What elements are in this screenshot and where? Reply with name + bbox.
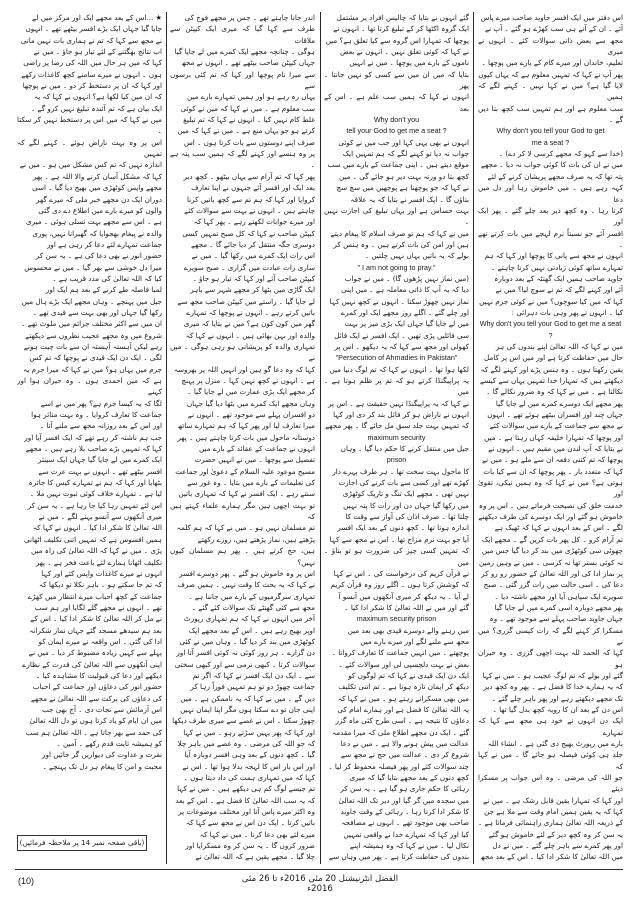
text-line: میں نے کہا کہ ہم تو صرف اسلام کا پیغام دیتے (330, 228, 469, 238)
text-line: گئے ۔ ایک دن مجھے اطلاع ملی کہ میرا مقدمہ (332, 727, 469, 737)
text-line: اور اس کے بعد روزانہ مجھ سے ملنے آتا ۔ (39, 421, 162, 431)
text-line: ان میں سے اکثر مختلف جرائم میں ملوث تھے ۔ (21, 319, 162, 329)
text-line: نے کہا کہ جو پوچھنا ہے پوچھیں میں سچ سچ (336, 183, 469, 193)
text-line: جایا گیا جہاں ایک بڑے افسر بیٹھے تھے ۔ انہوں (25, 24, 162, 34)
text-line: ہوتی ہے؟ میں نے کہا کہ وہ ہمیں نیکی، تقویٰ اور (478, 478, 623, 499)
text-line: اب نتائج بھگتنے کے لئے تیار ہو جاؤ ۔ میں نے (33, 47, 162, 57)
text-line (324, 863, 469, 864)
text-line: گیا ۔ کچھ دنوں کے بعد وہی افسر دوبارہ آیا (184, 750, 315, 760)
text-line: انہوں نے میرے کاغذات واپس کئے اور کہا (41, 568, 162, 578)
text-line: کہ تمہیں بہت جلد سبق مل جائے گا ۔ پھر مجھے (325, 421, 469, 431)
text-line: اندازہ نہیں کہ تم کس مشکل میں ہو ۔ میں نے (19, 160, 162, 170)
text-line: نے مجھ سے کہا کہ تم نے ہماری بات نہیں مانی (20, 35, 162, 45)
newspaper-page (15, 12, 623, 864)
text-line: ہے کہ میں احمدی ہوں ۔ وہ حیران ہوا اور کہنے (17, 376, 162, 397)
text-line: ایک دن ایک قیدی نے کہا کہ تم لوگوں کو (348, 670, 469, 680)
text-line: مجھ سے کئی گھنٹے تک سوالات کئے گئے ۔ (191, 602, 315, 612)
text-line: prison (386, 455, 407, 465)
text-line: کیپٹن صاحب آئے اور کہا کہ تیار ہو جاؤ ۔ (192, 273, 315, 283)
text-line: نکالتا ہے ۔ میں نے کہا کہ وہ ضرور نکالے گا ۔ (486, 387, 623, 397)
text-line: پڑی ۔ میں نے کہا کہ اللہ تعالیٰ کی راہ میں (30, 546, 162, 556)
text-line: کہ یہ سب اللہ تعالیٰ کا فضل ہے ۔ اس کے بعد (175, 795, 315, 805)
text-line: اور میرے جوابات لکھتے رہے ۔ پھر کہا کہ (193, 217, 315, 227)
text-line: نے بتایا کہ آپ لندن میں مقیم ہیں ۔ انہوں نے (488, 444, 623, 454)
text-line: ہیں اور امن کی بات کرتے ہیں ۔ وہ ہنس کر (333, 239, 469, 249)
text-line: اپنی آنکھوں سے اللہ تعالیٰ کی قدرت کے نظارے (22, 659, 162, 669)
text-line: کر مجھے ایک بڑی عمارت میں لے جایا گیا ۔ (187, 387, 315, 397)
text-line: چند سوالات کئے اور پھر فیصلہ محفوظ کر لیا ۔ (328, 761, 469, 771)
text-line: صاحب بھی موجود تھے ۔ انہوں نے مصافحہ (341, 818, 469, 828)
text-line: تکلیف اٹھانا ہمارے لئے باعث فخر ہے ۔ پھر (35, 557, 162, 567)
text-line: اور کہا کہ تمہارا یقین قابل رشک ہے ۔ میں نے (483, 795, 623, 805)
text-line: لے جایا گیا ۔ راستے میں کیپٹن صاحب مجھ سے (177, 296, 315, 306)
text-line: جہاں چند اور افسران بیٹھے ہوئے تھے ۔ انہوں (487, 410, 623, 420)
text-line: شروع میں وہ مجھے عجیب نظروں سے دیکھتے (25, 330, 162, 340)
text-line: انہوں نے ناراض ہو کر فائل بند کر دی اور کہا (333, 410, 469, 420)
text-line: دوسری جگہ منتقل کر دیا جائے گا ۔ مجھے (191, 239, 315, 249)
text-line: جب ہم ناشتہ کر رہے تھے کہ ایک افسر آیا اور (24, 432, 162, 442)
text-line: لگا کہ یہ کیسا جرم ہے؟ پھر میں نے اسے (40, 398, 162, 408)
text-line: دیکھ کر ایمان تازہ ہوتا ہے ۔ تم اتنی تکلیف (338, 682, 469, 692)
text-line: بعد ہم سیدھے مسجد گئے جہاں نماز شکرانہ (29, 625, 162, 635)
text-line: maximum security (367, 432, 426, 442)
text-column-1 (478, 12, 623, 864)
text-line: بتایا کہ میں ان میں سے کسی کو نہیں جانتا ۔ پھر (324, 69, 469, 91)
text-line: دو افسران پہلے سے موجود تھے ۔ انہوں نے (187, 410, 315, 420)
text-line: انہوں نے کہا کہ ہمیں سب علم ہے ۔ اس کے بعد (324, 92, 469, 113)
text-line: بتاؤں گا ۔ ایک افسر نے بتایا کہ یہ علاقہ (350, 194, 469, 204)
column-divider (320, 12, 321, 864)
text-line: بولے کہ یہ باتیں یہاں نہیں چلتیں ۔ (364, 251, 469, 261)
text-line: کرتا رہا ۔ وہ کچھ دیر بعد چلے گئے ۔ پھر ایک اور (478, 205, 623, 227)
text-line: کھولی اور مجھ سے کہا کہ یہ دیکھو ۔ اس پر (334, 341, 469, 351)
text-line: چلتا تھا ۔ صرف اذان کی آواز سے وقت کا (345, 512, 469, 522)
text-line: (خدا سے کہو کہ مجھے کرسی لا کر دے) ۔ (498, 149, 623, 159)
text-line: ★ ...اس کے بعد مجھے ایک اور مرکز میں لے (32, 13, 162, 22)
text-line: نے کہا کہ کوئی تعلق نہیں ۔ انہوں نے بعض (340, 47, 469, 57)
text-line: اندازہ ہوتا تھا ۔ کچھ دنوں کے بعد ایک افسر (337, 523, 469, 533)
text-line: کچھ بتا دو ورنہ بہت دیر ہو جائے گی ۔ میں (339, 171, 469, 181)
text-line: وہ اکثر میرے پاس آتا اور مختلف موضوعات پر (178, 807, 315, 817)
text-line: نہ کوئی بستر تھا نہ کرسی ۔ میں نے وہیں زمین (478, 557, 623, 567)
text-line: بعض نے بہت دلچسپی لی اور سوالات کئے ۔ (338, 659, 469, 669)
text-line: کہا کہ الحمد للہ بہت اچھی گزری ۔ وہ حیران ہو (478, 648, 623, 669)
text-line: تمہاری والدہ کو پریشانی ہو رہی ہوگی ۔ میں نے (170, 341, 315, 363)
text-line: Why don't you tell your God to get me a seat ? (479, 319, 622, 340)
text-line: پھر کہا کہ تم آرام سے یہاں بیٹھو ۔ کچھ دیر (183, 171, 315, 181)
text-line: تم مسلمان نہیں ہو ۔ میں نے کہا کہ ہم کلمہ (176, 523, 315, 533)
text-line: دعا کی ۔ اسی حالت میں رات گزر گئی ۔ صبح (483, 580, 623, 590)
text-line: کا ماحول بہت سخت تھا ۔ ہر طرف پہرے دار (332, 466, 469, 476)
text-line: دیکھے اور دعا کی قبولیت کا مشاہدہ کیا ۔ (36, 670, 162, 680)
text-line: محبت و امن کا پیغام ہر دل تک پہنچے ۔ (42, 761, 162, 771)
text-line: اور کہا کہ پھر یہیں سڑتے رہو ۔ میں نے کہا (183, 727, 315, 737)
text-line: خاموش ہو گئے اور ایک دوسرے کی طرف دیکھنے (478, 512, 623, 522)
text-line: مسکرا کر کہنے لگے کہ رات کیسی گزری؟ میں نے (478, 625, 623, 646)
text-line: مسیح موعود علیہ السلام کے دعویٰ اور جماعت (175, 466, 315, 476)
text-line: مجھ سے بعض ذاتی سوالات کئے ۔ انہوں نے میری (478, 35, 623, 57)
text-line: تفصیل سے پوچھا ۔ میں نے انہیں حضرت (194, 455, 315, 465)
text-line: کوٹھڑی میں بند کر دیا گیا ۔ وہاں میں نے کئی (179, 636, 315, 646)
text-line: tell your God to get me a seat ? (346, 126, 447, 136)
text-line: کیپٹن صاحب نے کہا کہ کل صبح تمہیں کسی (182, 228, 315, 238)
text-line: یقین رکھتا ہوں ۔ وہ ہنس پڑے اور کہنے لگے کہ (480, 364, 623, 374)
text-line: آخر میں انہوں نے کہا کہ ہم تمہاری رپورٹ (183, 614, 315, 624)
text-line: شروع کر دی ۔ عدالت میں جج نے مجھ سے (340, 750, 469, 760)
text-line: اس آزمائش سے نجات دی ۔ آج بھی جب (41, 704, 162, 714)
text-line: کچھ دنوں کے بعد مجھے بتایا گیا کہ میری (349, 773, 469, 783)
text-line: جیل میں پہنچے ۔ وہاں مجھے ایک بڑے ہال میں (21, 296, 162, 306)
text-line: سنتے رہے ۔ ایک افسر نے کہا کہ تمہاری باتیں (178, 489, 315, 499)
text-line: ایک دن انہوں نے خود ہی مجھ سے کہا کہ تمہارے (478, 716, 623, 737)
text-line: ناموں کے بارے میں پوچھا ۔ میں نے انہیں (349, 58, 469, 68)
text-line: افسر بیٹھے تھے ۔ انہوں نے بہت عزت سے (38, 466, 162, 476)
text-line: میں ان ایام کو یاد کرتا ہوں تو دل اللہ تعالیٰ (29, 716, 162, 726)
text-line: ہے ۔ اس سے مجھے بہت تسلی ہوئی ۔ میری (25, 217, 162, 227)
text-line: پوچھا کہ تم کتنی دفعہ ان سے ملے ہو ۔ میں نے (481, 455, 623, 465)
text-line: میرا تعارف لیا اور پھر کہا کہ ہم تمہارے ساتھ (177, 421, 315, 431)
text-line: تم آرام کرو ۔ کل پھر بات کریں گے ۔ مجھے ایک (481, 534, 623, 544)
text-line: والوں کو میرے بارے میں اطلاع دے دی گئی (38, 205, 162, 215)
text-line: کہ تم جا سکتے ہو ۔ باہر نکلا تو دیکھا کہ (38, 580, 162, 590)
text-line: دیکھتے ہیں کہ تمہارا خدا تمہیں یہاں سے کیسے (480, 376, 623, 385)
text-line: کروایا اور کہا کہ ہم تم سے کچھ باتیں کرنا (186, 194, 315, 204)
text-line: پھر مجھے ایک دوسرے کمرے میں لے جایا گیا (495, 398, 623, 408)
text-line: اس لئے تمہیں رہا کیا جا رہا ہے ۔ یہ سن کر (27, 500, 162, 510)
text-line: نماز نہیں چھوڑ سکتا ۔ انہوں نے کچھ نہیں کہا (329, 296, 469, 306)
text-line (478, 863, 623, 864)
text-line: کا شکر ادا کرتا رہا ۔ رہائی کے وقت جاوید (340, 807, 469, 817)
text-line: Why don't you (373, 115, 420, 125)
text-line: ادا کی گئی ۔ اس واقعہ نے میرے ایمان کو (38, 636, 162, 646)
text-line: کیا کہ اللہ تعالیٰ کی مدد قریب ہے ۔ (52, 273, 162, 283)
text-line: ہمیں افسوس ہے کہ تمہیں اتنی تکلیف اٹھانی (23, 534, 162, 544)
text-line (170, 863, 315, 864)
text-line: ہیں، حج کرتے ہیں ۔ پھر ہم مسلمان کیوں نہیں؟ (170, 546, 315, 567)
text-line: حضور انور کی دعاؤں اور جماعت کے احباب (32, 682, 162, 692)
text-line: اور کہا کہ ان پر دستخط کر دو ۔ میں نے پوچھا (22, 81, 162, 91)
text-line: موقع دیتے ہیں ۔ اپنی جماعت کے بارے میں سب (327, 160, 469, 170)
text-line: کیا ۔ انہوں نے پھر وہی بات دہرائی : (511, 307, 623, 317)
text-line: کہ تمہیں کسی چیز کی ضرورت ہو تو بتاؤ ۔ میں (324, 546, 469, 567)
text-line: چھوڑ سکتا ۔ اس نے غصے سے میری طرف دیکھا (172, 716, 315, 726)
text-line: بارے میں رپورٹ بھیج دی گئی ہے ۔ انشاء اللہ (487, 739, 623, 748)
text-line: دیا کہ یہ آپ کا ذاتی معاملہ ہے ۔ میں اپنی (341, 285, 469, 295)
text-line: کو ہمیشہ ثابت قدم رکھے ۔ آمین ۔ (56, 739, 162, 748)
text-line: تعلیم، خاندان اور میرے کام کے بارے میں پوچھا ۔ (481, 58, 623, 68)
text-line: دعاؤں کا نتیجہ ہے ۔ اسی طرح کئی ماہ گزر (335, 716, 469, 726)
text-line: تھے ۔ انہوں نے مجھے گلے لگایا اور ہم سب (34, 602, 162, 612)
text-line: جلد ہی کوئی فیصلہ ہو جائے گا ۔ میں نے کہا کہ (478, 750, 623, 771)
text-line: کہ یہ ہمارے خدا کا فضل ہے ۔ پھر وہ کچھ دیر (483, 682, 623, 692)
text-line: جماعت تمہارے لئے دعا کر رہی ہے اور (46, 239, 162, 249)
text-line: دیں گے ۔ میں نے کہا کہ یہ ناممکن ہے ۔ میں (180, 693, 315, 703)
text-line: کہ کوشش کرتا ہوں ۔ اگلے روز وہ قرآن کریم (330, 580, 469, 590)
text-line: رکھا گیا جہاں اور بھی بہت سے قیدی تھے ۔ (32, 307, 162, 317)
column-divider (473, 12, 474, 864)
text-line: سب معلوم ہے اور ہم تمہیں سب کچھ بتا دیں گے ۔ (478, 103, 623, 125)
text-line: پتہ تھا کہ یہ صرف مجھے پریشان کرنے کے لئے (487, 171, 623, 181)
column-divider (166, 12, 167, 864)
text-line: ہے ۔ انہوں نے کچھ نہیں کہا ۔ منزل پر پہنچ (181, 376, 315, 385)
text-line: طرف سے کہا گیا کہ میری ایک کیپٹن سے ملاقات (170, 24, 315, 45)
text-line: اس دن کے بعد ان کا رویہ کچھ بدل گیا تھا ۔ (492, 704, 623, 714)
text-line: والدہ اور بہن بھائی ہیں ۔ انہوں نے کہا کہ (185, 330, 315, 340)
text-line: نے قرآن کریم کی درخواست کی ۔ اس نے کہا (333, 568, 469, 578)
footer-rule (15, 869, 623, 870)
text-line: اس رات ایک کمرے میں رکھا گیا ۔ میں نے (191, 251, 315, 261)
text-line: کہا کہ وہ دعا گو ہیں اور انہیں اللہ پر بھروسہ (173, 364, 315, 374)
text-line: کہا کہ میں تمہاری ہمت کی داد دیتا ہوں ۔ (183, 773, 315, 783)
text-line: لیا ہے ۔ تمہارے خلاف کوئی ثبوت نہیں ملا ۔ (29, 489, 162, 499)
text-line: بعد ایک اور افسر آئے جنہوں نے اپنا تعارف (191, 183, 315, 193)
text-line: عدالت میں پیش ہونے والا ہے ۔ میں نے دعا (340, 739, 469, 748)
text-line: نفرت و عداوت کی دیواریں گر جائیں اور (42, 750, 162, 760)
text-line: پر نماز ادا کی اور اللہ تعالیٰ کے حضور رو رو کر (481, 568, 623, 578)
text-line: اس پر وہ بہت ناراض ہوئے ۔ کہنے لگے کہ تمہیں (17, 137, 162, 159)
text-line: نہیں تھی ۔ مجھے ایک تنگ و تاریک کوٹھڑی (342, 489, 469, 499)
text-line: ایک گروہ اکٹھا کر کے تبلیغ کرتا تھا ۔ انہوں نے (333, 24, 469, 34)
text-line: سویرے ایک سپاہی آیا اور مجھے ناشتہ دیا ۔ (494, 591, 623, 601)
text-line: نکال لیا ۔ میں نے کہا کہ وہ ہمیشہ اپنے (349, 841, 469, 851)
text-line: (میں نماز نہیں پڑھوں گا) ۔ میں نے جواب (344, 273, 469, 283)
text-line: یہ سن کر وہ کچھ دیر کے لئے خاموش ہو گئے (488, 829, 623, 839)
text-line: اس دفتر میں ایک افسر جاوید صاحب میرے پاس (480, 13, 623, 22)
text-line: خدمت خلق کی نصیحت فرماتے ہیں ۔ اس پر وہ (478, 500, 623, 510)
text-line: ہوگی ۔ چنانچہ مجھے ایک کمرے میں لے جایا گیا (174, 47, 315, 57)
text-line: میں سجدہ میں گر گیا اور دیر تک اللہ تعالیٰ (338, 795, 469, 805)
text-line: ایک کمرے میں لے جایا گیا جہاں ایک سینئر (37, 455, 162, 465)
text-line: میرا دل خوشی سے بھر گیا ۔ میں نے محسوس (24, 262, 162, 272)
text-line: غلط کام نہیں کیا ۔ انہوں نے کہا کہ تم تبلیغ (183, 115, 315, 125)
text-line: جہاں جاوید صاحب پہلے سے موجود تھے ۔ وہ (489, 614, 623, 624)
text-line: جماعت کا تعارف کروایا ۔ وہ بہت متاثر ہوا (31, 410, 162, 420)
text-line: نے مجھ سے جماعت کے بارے میں سوالات کئے (489, 421, 623, 431)
text-line: افسر آئے جو نسبتاً نرم لہجے میں بات کرتے تھے ۔ (478, 228, 623, 249)
text-line: ایک بیان ہے کہ تم آئندہ تبلیغ نہیں کرو گے ۔ (30, 103, 162, 113)
text-line: جیل میں منتقل کرنے کا حکم دیا گیا ۔ وہاں (340, 444, 469, 454)
text-line: پہلے سے کہیں زیادہ مضبوط کر دیا ۔ میں نے (28, 648, 162, 658)
text-line: پھر مجھے دوبارہ اسی کمرے میں لے جایا گیا (494, 602, 623, 612)
text-line: سے میرا نام پوچھا اور کہا کہ تم کئی برسوں سے (170, 69, 315, 91)
text-line: تمہارے ساتھ کوئی زیادتی نہیں کرنا چاہتے ۔ (491, 262, 623, 272)
text-line: وہاں مجھے ایک کمرے میں بٹھا دیا گیا جہاں (186, 398, 315, 408)
text-line: جواب نہ دیا تو کہنے لگے کہ ہم تمہیں ایک (342, 149, 469, 159)
text-line: تک مجھے دیکھتے رہے اور پھر باہر چلے گئے ۔ (491, 693, 623, 703)
text-line: ساری رات عبادت میں گزاری ۔ صبح سویرے (183, 262, 315, 272)
text-line: مجھے واپس کوٹھڑی میں بھیج دیا گیا ۔ اسی (32, 183, 162, 193)
text-line: گھر میں کون کون ہے؟ میں نے بتایا کہ میری (183, 319, 315, 329)
continuation-note: (باقی صفحہ نمبر 14 پر ملاحظہ فرمائیں) (17, 835, 147, 851)
text-line: بندوں کی حفاظت کرتا ہے ۔ پھر میں وہاں سے (328, 852, 469, 862)
text-line: کہا کہ تمہیں بڑے صاحب بلا رہے ہیں ۔ مجھے (25, 444, 162, 454)
text-line: ایک گاڑی میں بٹھا کر مجھے شہر سے باہر (190, 285, 315, 295)
text-line: ضرور کروں گا ۔ یہ سن کر وہ مسکرایا اور (185, 841, 315, 851)
text-line: ہوں ۔ انہوں نے میرے سامنے کچھ کاغذات رکھے (21, 69, 162, 79)
text-line: لایا گیا ہے؟ میں نے کہا نہیں ۔ کہنے لگے کہ ہمیں (478, 81, 623, 102)
text-line: چلا گیا ۔ مجھے یقین ہے کہ اللہ تعالیٰ نے (195, 852, 315, 862)
text-line: میں رکھا گیا جہاں دن اور رات کا پتہ نہیں (343, 500, 469, 510)
text-line: اوپر بھیج رہے ہیں ۔ اس کے بعد مجھے ایک (188, 625, 315, 635)
text-line: جماعت کے کچھ احباب میرے انتظار میں کھڑے (27, 591, 162, 601)
text-line: " I am not going to pray." (357, 262, 436, 272)
text-line: کے ذریعہ اللہ تعالیٰ ہماری راہنمائی فرماتا ہے ۔ (478, 818, 623, 828)
text-line: رہے لیکن آہستہ آہستہ ان سے بات چیت ہونے (23, 341, 162, 351)
text-line: جاوید صاحب ہمیں ایک گھنٹہ کے بعد دوبارہ (494, 273, 623, 283)
text-line: چاہتے ہیں ۔ انہوں نے بہت سے سوالات کئے (184, 205, 315, 215)
text-line: نے کہا کہ یہ پراپیگنڈا نہیں حقیقت ہے ۔ اس پر (328, 398, 469, 408)
text-line: کھڑے تھے اور کسی سے بات کرنے کی اجازت (338, 478, 469, 488)
text-line: میں بھی مسکراتے رہتے ہو ۔ میں نے کہا کہ (337, 693, 469, 703)
text-line: میرے لئے بھی دعا کرنا ۔ میں نے کہا کہ (199, 829, 315, 839)
text-line: کیا اور کہا کہ تمہارے خدا نے واقعی تمہیں (343, 829, 469, 839)
text-line: کہہ رہے ہیں ۔ میں خاموش رہا اور دل میں دعا (478, 183, 623, 204)
text-line: کرتے ہو جو یہاں منع ہے ۔ میں نے کہا کہ میں (177, 126, 315, 136)
text-line: انہوں نے مجھ سے پانی کا پوچھا اور کہا کہ ہم (484, 251, 623, 261)
text-line: میری آنکھوں سے آنسو بہنے لگے ۔ میں نے (38, 512, 162, 522)
text-line: گئے اور بولے کہ تم لوگ عجیب ہو ۔ میں نے کہا (482, 670, 623, 680)
text-line: لکھا ہوا تھا ۔ انہوں نے کہا کہ تم لوگ دنیا میں (329, 364, 469, 374)
text-line: تم جیسے لوگ کم ہی دیکھے ہیں ۔ میں نے کہا (177, 784, 315, 794)
text-line: اور اس بار اس کا لہجہ بدلا ہوا تھا ۔ اس نے (182, 761, 315, 771)
text-line: گئے اور میں نے اللہ تعالیٰ کا شکر ادا کیا ۔ (344, 602, 469, 612)
text-column-4 (17, 12, 162, 832)
text-line: جماعت چھوڑ دو تو ہم تمہیں فوراً رہا کر (190, 682, 315, 692)
text-line: لمبا فاصلہ طے کرنے کے بعد ہم ایک اور (45, 285, 162, 295)
text-line: کہا کہ متعدد بار ۔ پھر پوچھا کہ ان سے کیا بات (483, 466, 623, 476)
text-line: آیا جو بہت نرم مزاج تھا ۔ اس نے مجھ سے کہا (329, 534, 469, 544)
text-line: میں نے کہا کہ میں اس پر دستخط نہیں کر سکتا ۔ (17, 115, 162, 136)
text-line: والدہ نے پیغام بھجوایا کہ گھبرانا نہیں، پوری (32, 228, 162, 238)
text-line: انہوں نے بھی یہی کہا اور جب میں نے کوئی (338, 137, 469, 147)
text-line: یہ پراپیگنڈا کرتے ہو کہ تم پر ظلم ہوتا ہے ۔ میں (324, 376, 469, 397)
text-line: تو بہت اچھی ہیں مگر ہمارے علماء کہتے ہیں کہ (170, 500, 315, 522)
text-line: کہا کہ یہ یقین ہمیں امام وقت سے ملا ہے جن (484, 807, 623, 817)
text-line: مجھ سے ملنے لگے اور میرے بارے میں (360, 636, 469, 646)
text-line: میں لے جایا گیا جہاں ایک بڑی میز پر بہت (344, 319, 469, 329)
text-line: اس پر وہ خاموش ہو گئے ۔ پھر دوسرے افسر (179, 568, 315, 578)
text-line: اور پوچھا کہ تمہارا خلیفہ کہاں رہتا ہے ۔ میں (484, 432, 623, 442)
text-line: me a seat ? (531, 137, 570, 147)
text-line: یہاں رہ رہے ہو اور ہمیں تمہارے بارے میں (186, 92, 315, 102)
text-line: لے آیا ۔ یہ دیکھ کر میری آنکھوں میں آنسو آ (338, 591, 469, 601)
text-line: پوچھتے ۔ میں انہیں جماعت کا تعارف کرواتا ۔ (331, 648, 469, 658)
text-line: حال میں حفاظت کرتا ہے اور میں اس پر کامل (483, 353, 623, 363)
text-line: لگی ۔ ایک دن ایک قیدی نے پوچھا کہ تم کس (29, 353, 162, 363)
text-line: نے مل کر اللہ تعالیٰ کا شکر ادا کیا ۔ اس کے (30, 614, 162, 624)
text-line: جہاں کیپٹن صاحب بیٹھے تھے ۔ انہوں نے مجھ (181, 58, 315, 68)
text-line: کہ جو اللہ کی مرضی ۔ وہ غصے میں باہر چلا (177, 739, 315, 748)
text-line: میں نے کہا کہ اللہ تعالیٰ اپنے بندوں کی ہر (496, 341, 623, 351)
text-line: کی حمد سے بھر جاتا ہے ۔ اللہ تعالیٰ ہم سب (25, 727, 162, 737)
text-line: یہ اللہ تعالیٰ کا فضل ہے اور ہمارے امام کی (337, 704, 469, 714)
text-column-3 (170, 12, 315, 864)
text-line: حضور انور نے بھی دعا کی ہے ۔ یہ سن کر (35, 251, 162, 261)
text-line: میں اللہ تعالیٰ کا شکر ادا کیا ۔ اس کے بعد مجھ (480, 852, 623, 862)
text-line: باتیں کرتے رہے ۔ انہوں نے پوچھا کہ تمہارے (186, 307, 315, 317)
text-line: دوران ایک دن مجھے خبر ملی کہ میرے گھر (36, 194, 162, 204)
text-line: لگے ۔ اس کے بعد انہوں نے کہا کہ ٹھیک ہے (494, 523, 623, 533)
text-line: کی دعاؤں کی برکت سے اللہ تعالیٰ نے مجھے (30, 693, 162, 703)
text-line: انہوں نے جماعت کے عقائد کے بارے میں (198, 444, 315, 454)
text-line: پر وہ ہنسے اور کہنے لگے کہ ہمیں سب پتہ ہے ۔ (170, 149, 315, 170)
text-line: سب معلوم ہے ۔ میں نے کہا کہ میں نے کوئی (180, 103, 315, 113)
issue-dateline: الفضل انٹرنیشنل 20 مئی 2016ء تا 26 مئی 2016ء (241, 874, 399, 894)
text-line: کہا کہ میں ہر حال میں اللہ کی رضا پر راضی (23, 58, 162, 68)
text-line: دن گزارے ۔ ہر روز کوئی نہ کوئی افسر آتا اور (176, 648, 315, 658)
text-line: جو اللہ کی مرضی ۔ وہ اس جواب پر مسکرا دیئے (478, 773, 623, 794)
text-line: تمہاری سرگرمیوں کے بارے میں جاننا ہے ۔ (188, 591, 315, 601)
text-line: میں رہنے والے دوسرے قیدی بھی بعد میں (347, 625, 469, 635)
text-line: اللہ تعالیٰ کا شکر ادا کیا ۔ انہوں نے کہا کہ (32, 523, 162, 533)
text-line: کہ ان میں کیا لکھا ہے؟ انہوں نے کہا کہ یہ (33, 92, 162, 102)
text-line: کہا کہ میں کیا سوچوں؟ میں نے کوئی جرم نہیں (479, 296, 623, 306)
text-line: اپنی جان تو دے سکتا ہوں مگر اپنا ایمان نہیں (180, 704, 315, 714)
text-line: بٹھایا اور کہا کہ ہم نے تمہارے کیس کا جائزہ (28, 478, 162, 488)
text-line: پوچھا کہ تمہارا اس گروہ سے کیا تعلق ہے؟ میں (325, 35, 469, 45)
text-line: آئے ۔ ان کے آتے ہی سب کھڑے ہو گئے ۔ آپ نے (484, 24, 623, 34)
text-line: اندر جانا چاہتے تھے ۔ جس پر مجھے فوج کی (184, 13, 315, 22)
text-line: سے ۔ ایک دن ایک افسر نے کہا کہ اگر تم (192, 670, 315, 680)
text-line: رہائی کا حکم جاری ہو گیا ہے ۔ یہ سن کر (340, 784, 469, 794)
text-line: اور پھر کمرے سے باہر چلے گئے ۔ میں نے دل (492, 841, 623, 851)
text-line: پڑھتے ہیں، نماز پڑھتے ہیں، روزے رکھتے (197, 534, 315, 544)
text-line: Why don't you tell your God to get (496, 126, 605, 136)
text-line: جرم میں یہاں ہو؟ میں نے کہا کہ میرا جرم یہ (23, 364, 162, 374)
text-line: اور چلے گئے ۔ اگلے روز مجھے ایک اور کمرے (340, 307, 469, 317)
text-line: کہا کہ مشکل آسان کرنے والا اللہ ہے ۔ پھر (32, 171, 162, 181)
text-line: کی تعلیمات کے بارے میں بتایا ۔ وہ غور سے (187, 478, 315, 488)
text-line: نے کہا کہ یہ بحث کا وقت نہیں ۔ ہمیں صرف (177, 580, 315, 590)
text-line: بہت حساس ہے اور یہاں تبلیغ کی اجازت نہیں ۔ (324, 205, 469, 227)
text-line: maximum security prison (356, 614, 437, 624)
text-line: صرف اپنے دوستوں سے بات کرتا ہوں ۔ اس (184, 137, 315, 147)
text-line: میں نے ان کی بات کا کوئی جواب نہ دیا ۔ مجھے (481, 160, 623, 170)
text-line: گئے انہوں نے بتایا کہ چالیس افراد پر مشتمل (336, 13, 469, 22)
text-line: پھر آپ نے کہا کہ تمہیں معلوم ہے کہ یہاں کیوں (478, 69, 623, 79)
text-line: سوالات کرتا ۔ کبھی نرمی سے اور کبھی سختی (174, 659, 315, 669)
text-line: چھوٹی سی کوٹھڑی میں بند کر دیا گیا جس میں (481, 546, 623, 556)
page-number: (10) (18, 876, 35, 886)
text-column-2 (324, 12, 469, 864)
text-line: سی فائلیں پڑی تھیں ۔ ایک افسر نے ایک فائل (334, 330, 469, 340)
text-line: دوستانہ ماحول میں بات کرنا چاہتے ہیں ۔ پھر (177, 432, 315, 442)
text-line: باتیں کرتا ۔ ایک دن اس نے مجھ سے کہا کہ (185, 818, 315, 828)
text-line: "Persecution of Ahmadies in Pakistan" (335, 353, 458, 363)
text-line: آئے اور کہنے لگے کہ تم نے سوچ لیا؟ میں نے (495, 285, 623, 295)
